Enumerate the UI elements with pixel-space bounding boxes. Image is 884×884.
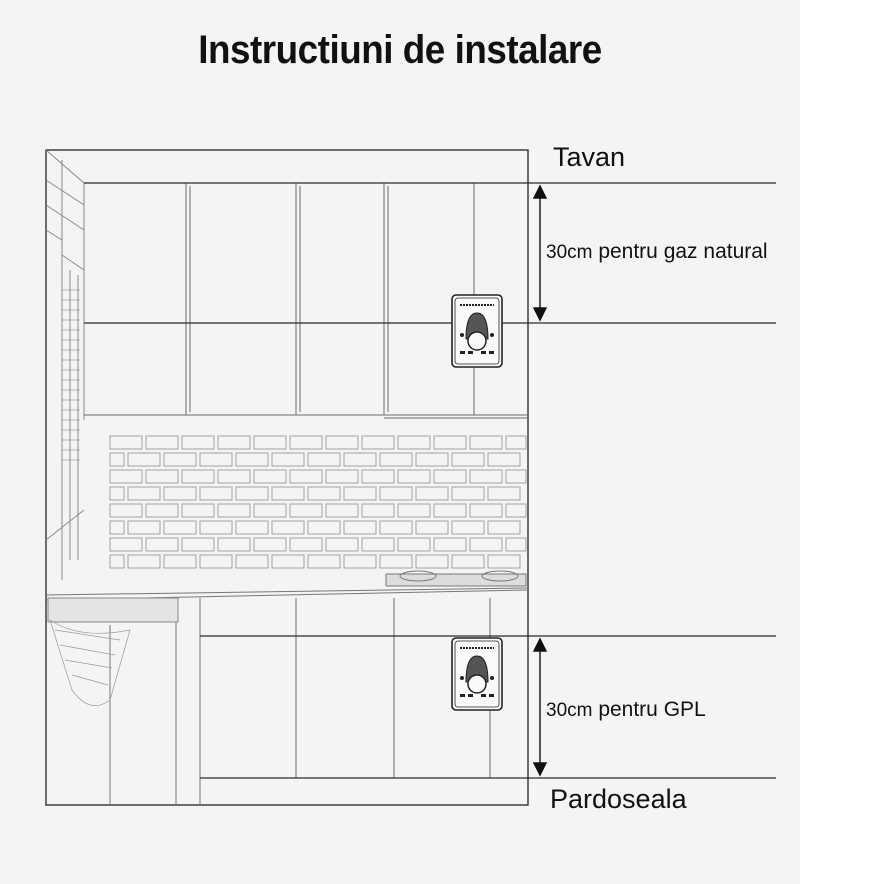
brick xyxy=(434,538,466,551)
brick xyxy=(506,504,526,517)
bottom-measure-value: 30cm xyxy=(546,700,593,721)
brick xyxy=(236,487,268,500)
brick xyxy=(200,521,232,534)
brick xyxy=(200,555,232,568)
page-title: Instructiuni de instalare xyxy=(198,28,602,72)
brick xyxy=(128,521,160,534)
brick xyxy=(128,487,160,500)
brick xyxy=(272,453,304,466)
brick xyxy=(488,487,520,500)
brick xyxy=(434,470,466,483)
brick xyxy=(128,555,160,568)
brick xyxy=(308,521,340,534)
brick xyxy=(182,504,214,517)
brick xyxy=(488,453,520,466)
brick xyxy=(146,470,178,483)
brick xyxy=(164,555,196,568)
brick xyxy=(146,504,178,517)
brick xyxy=(416,521,448,534)
ceiling-label: Tavan xyxy=(553,142,626,172)
brick xyxy=(308,487,340,500)
brick xyxy=(506,470,526,483)
brick xyxy=(326,436,358,449)
brick xyxy=(110,538,142,551)
brick xyxy=(182,538,214,551)
brick xyxy=(254,470,286,483)
brick xyxy=(470,538,502,551)
brick xyxy=(308,453,340,466)
brick xyxy=(254,538,286,551)
brick xyxy=(146,436,178,449)
brick xyxy=(398,538,430,551)
double-headed-arrow-icon xyxy=(534,639,546,775)
brick xyxy=(344,521,376,534)
brick xyxy=(452,521,484,534)
brick xyxy=(398,504,430,517)
brick xyxy=(380,555,412,568)
brick xyxy=(470,504,502,517)
brick xyxy=(506,538,526,551)
brick xyxy=(470,470,502,483)
brick xyxy=(218,538,250,551)
brick xyxy=(434,436,466,449)
brick xyxy=(290,504,322,517)
top-measure-label xyxy=(546,240,768,264)
brick xyxy=(344,555,376,568)
brick xyxy=(488,555,520,568)
brick xyxy=(200,453,232,466)
cooktop xyxy=(386,571,526,586)
brick xyxy=(182,470,214,483)
brick xyxy=(380,453,412,466)
brick xyxy=(164,521,196,534)
left-wall xyxy=(46,150,84,580)
brick xyxy=(362,538,394,551)
brick xyxy=(146,538,178,551)
brick xyxy=(506,436,526,449)
brick xyxy=(182,436,214,449)
brick xyxy=(434,504,466,517)
brick xyxy=(326,504,358,517)
brick xyxy=(272,555,304,568)
brick xyxy=(290,436,322,449)
brick xyxy=(272,521,304,534)
brick xyxy=(164,487,196,500)
window-blinds xyxy=(62,290,80,460)
brick xyxy=(416,487,448,500)
brick xyxy=(236,453,268,466)
brick xyxy=(344,487,376,500)
brick xyxy=(416,453,448,466)
brick xyxy=(218,436,250,449)
brick xyxy=(488,521,520,534)
gas-detector-icon xyxy=(452,638,502,710)
brick xyxy=(110,487,124,500)
gas-detector-icon xyxy=(452,295,502,367)
bottom-measure-label xyxy=(546,698,706,722)
brick xyxy=(164,453,196,466)
brick xyxy=(110,521,124,534)
floor-label: Pardoseala xyxy=(550,784,687,814)
brick xyxy=(254,436,286,449)
top-measure-value: 30cm xyxy=(546,242,593,263)
brick xyxy=(236,521,268,534)
brick xyxy=(218,470,250,483)
brick xyxy=(236,555,268,568)
brick xyxy=(110,436,142,449)
brick xyxy=(452,487,484,500)
brick xyxy=(110,453,124,466)
brick xyxy=(398,436,430,449)
brick xyxy=(398,470,430,483)
brick xyxy=(470,436,502,449)
brick xyxy=(362,504,394,517)
brick xyxy=(416,555,448,568)
brick xyxy=(290,538,322,551)
brick xyxy=(290,470,322,483)
brick xyxy=(380,521,412,534)
brick-backsplash xyxy=(110,436,526,568)
brick xyxy=(272,487,304,500)
brick xyxy=(326,470,358,483)
brick xyxy=(452,555,484,568)
brick xyxy=(344,453,376,466)
brick xyxy=(380,487,412,500)
top-measure-text: pentru gaz natural xyxy=(598,240,768,263)
brick xyxy=(362,436,394,449)
brick xyxy=(326,538,358,551)
brick xyxy=(362,470,394,483)
brick xyxy=(110,504,142,517)
double-headed-arrow-icon xyxy=(534,186,546,320)
bottom-measure-text: pentru GPL xyxy=(598,698,706,721)
brick xyxy=(452,453,484,466)
brick xyxy=(254,504,286,517)
brick xyxy=(218,504,250,517)
brick xyxy=(200,487,232,500)
towel xyxy=(50,620,130,706)
brick xyxy=(128,453,160,466)
brick xyxy=(308,555,340,568)
brick xyxy=(110,555,124,568)
brick xyxy=(110,470,142,483)
